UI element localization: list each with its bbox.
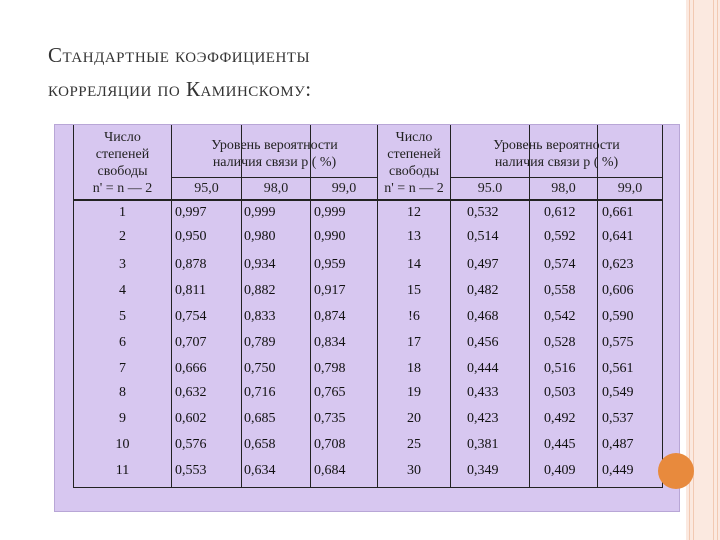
- coefficient-cell-right: 0,349: [467, 463, 499, 478]
- coefficient-cell-right: 0,487: [602, 437, 634, 452]
- coefficient-cell-right: 0,561: [602, 361, 634, 376]
- probability-header-right: [451, 137, 662, 171]
- df-header-right: [378, 129, 450, 197]
- df-value-left: 10: [115, 437, 130, 452]
- df-value-right: 20: [407, 411, 421, 426]
- coefficient-cell-right: 0,542: [544, 309, 576, 324]
- df-value-right: 14: [407, 257, 421, 272]
- df-value-left: 1: [119, 205, 126, 220]
- slide-frame-line: [693, 0, 694, 540]
- coefficient-cell-left: 0,798: [314, 361, 346, 376]
- coefficient-cell-left: 0,684: [314, 463, 346, 478]
- df-value-left: 6: [119, 335, 126, 350]
- coefficient-cell-left: 0,811: [175, 283, 206, 298]
- coefficient-cell-left: 0,632: [175, 385, 207, 400]
- coefficient-cell-left: 0,666: [175, 361, 207, 376]
- coefficient-cell-left: 0,874: [314, 309, 346, 324]
- coefficient-cell-right: 0,575: [602, 335, 634, 350]
- column-divider: [597, 125, 598, 487]
- df-value-right: 12: [407, 205, 421, 220]
- coefficient-cell-right: 0,468: [467, 309, 499, 324]
- column-divider: [450, 125, 451, 487]
- df-value-right: 13: [407, 229, 421, 244]
- probability-header-line: Уровень вероятности: [493, 138, 620, 153]
- coefficient-cell-left: 0,999: [244, 205, 276, 220]
- table-image-panel: [54, 124, 680, 512]
- level-99-left: 99,0: [331, 181, 357, 196]
- slide-title-line-1: Стандартные коэффициенты: [48, 43, 311, 67]
- coefficient-cell-left: 0,707: [175, 335, 207, 350]
- coefficient-cell-left: 0,834: [314, 335, 346, 350]
- coefficient-cell-left: 0,934: [244, 257, 276, 272]
- coefficient-cell-left: 0,959: [314, 257, 346, 272]
- level-98-left: 98,0: [263, 181, 289, 196]
- coefficient-cell-right: 0,433: [467, 385, 499, 400]
- coefficient-cell-left: 0,708: [314, 437, 346, 452]
- coefficient-cell-left: 0,602: [175, 411, 207, 426]
- coefficient-cell-left: 0,685: [244, 411, 276, 426]
- coefficient-cell-right: 0,503: [544, 385, 576, 400]
- coefficient-cell-right: 0,444: [467, 361, 499, 376]
- header-divider: [451, 177, 662, 178]
- coefficient-cell-right: 0,409: [544, 463, 576, 478]
- level-95-left: 95,0: [194, 181, 219, 196]
- df-value-left: 11: [115, 463, 130, 478]
- coefficient-cell-right: 0,549: [602, 385, 634, 400]
- coefficient-cell-right: 0,516: [544, 361, 576, 376]
- coefficient-cell-right: 0,532: [467, 205, 499, 220]
- level-95-right: 95.0: [477, 181, 503, 196]
- coefficient-cell-right: 0,641: [602, 229, 634, 244]
- coefficient-cell-right: 0,423: [467, 411, 499, 426]
- df-value-left: 7: [119, 361, 126, 376]
- coefficient-cell-left: 0,716: [244, 385, 276, 400]
- df-value-left: 4: [119, 283, 126, 298]
- df-value-left: 8: [119, 385, 126, 400]
- coefficient-cell-right: 0,592: [544, 229, 576, 244]
- coefficient-cell-right: 0,497: [467, 257, 499, 272]
- coefficient-cell-left: 0,658: [244, 437, 276, 452]
- column-divider: [171, 125, 172, 487]
- coefficient-cell-right: 0,574: [544, 257, 576, 272]
- df-header-line: свободы: [389, 164, 439, 179]
- coefficient-cell-right: 0,590: [602, 309, 634, 324]
- df-value-right: 30: [407, 463, 421, 478]
- coefficient-cell-right: 0,482: [467, 283, 499, 298]
- df-value-right: 17: [407, 335, 421, 350]
- coefficient-cell-left: 0,882: [244, 283, 276, 298]
- header-divider: [172, 177, 377, 178]
- df-header-line: Число: [104, 130, 141, 145]
- df-value-right: 19: [407, 385, 421, 400]
- coefficient-cell-right: 0,606: [602, 283, 634, 298]
- df-value-right: 15: [407, 283, 421, 298]
- probability-header-line: наличия связи p ( %): [494, 155, 619, 170]
- coefficient-cell-right: 0,661: [602, 205, 634, 220]
- coefficient-cell-right: 0,381: [467, 437, 499, 452]
- column-divider: [529, 125, 530, 487]
- coefficient-cell-left: 0,789: [244, 335, 276, 350]
- level-99-right: 99,0: [617, 181, 643, 196]
- slide-title-line-2: корреляции по Каминскому:: [48, 77, 312, 101]
- decorative-circle: [658, 453, 694, 489]
- probability-header-line: наличия связи p ( %): [212, 155, 337, 170]
- coefficient-cell-left: 0,950: [175, 229, 207, 244]
- df-value-right: !6: [408, 309, 420, 324]
- coefficient-cell-right: 0,514: [467, 229, 499, 244]
- df-header-line: степеней: [387, 147, 441, 162]
- df-value-left: 3: [119, 257, 126, 272]
- df-header-line: Число: [395, 130, 433, 145]
- coefficient-cell-right: 0,492: [544, 411, 576, 426]
- coefficient-cell-right: 0,528: [544, 335, 576, 350]
- df-header-left: [74, 129, 171, 197]
- coefficient-cell-left: 0,735: [314, 411, 346, 426]
- coefficient-cell-right: 0,623: [602, 257, 634, 272]
- df-value-right: 18: [407, 361, 421, 376]
- coefficient-cell-left: 0,833: [244, 309, 276, 324]
- level-98-right: 98,0: [551, 181, 576, 196]
- df-value-left: 5: [119, 309, 126, 324]
- column-divider: [241, 125, 242, 487]
- coefficient-cell-left: 0,917: [314, 283, 346, 298]
- header-bottom-rule: [74, 199, 662, 201]
- df-value-right: 25: [407, 437, 421, 452]
- df-header-line: степеней: [95, 147, 150, 162]
- probability-header-left: [172, 137, 377, 171]
- df-header-line: n' = n — 2: [92, 181, 153, 196]
- probability-header-line: Уровень вероятности: [211, 138, 338, 153]
- df-value-left: 9: [119, 411, 126, 426]
- coefficient-cell-left: 0,576: [175, 437, 207, 452]
- coefficient-cell-right: 0,449: [602, 463, 634, 478]
- slide-frame-band: [686, 0, 720, 540]
- df-header-line: свободы: [97, 164, 148, 179]
- coefficient-cell-left: 0,765: [314, 385, 346, 400]
- slide-title: [48, 38, 648, 106]
- coefficient-cell-left: 0,754: [175, 309, 207, 324]
- coefficient-cell-left: 0,750: [244, 361, 276, 376]
- coefficient-cell-right: 0,456: [467, 335, 499, 350]
- correlation-table: [73, 125, 663, 488]
- coefficient-cell-right: 0,537: [602, 411, 634, 426]
- coefficient-cell-left: 0,997: [175, 205, 207, 220]
- coefficient-cell-left: 0,634: [244, 463, 276, 478]
- coefficient-cell-right: 0,558: [544, 283, 576, 298]
- coefficient-cell-left: 0,878: [175, 257, 207, 272]
- coefficient-cell-left: 0,990: [314, 229, 346, 244]
- coefficient-cell-left: 0,999: [314, 205, 346, 220]
- df-header-line: n' = n — 2: [384, 181, 444, 196]
- df-value-left: 2: [119, 229, 126, 244]
- coefficient-cell-left: 0,553: [175, 463, 207, 478]
- coefficient-cell-right: 0,445: [544, 437, 576, 452]
- slide-frame-line: [713, 0, 714, 540]
- column-divider: [310, 125, 311, 487]
- coefficient-cell-right: 0,612: [544, 205, 576, 220]
- coefficient-cell-left: 0,980: [244, 229, 276, 244]
- slide-frame-line: [717, 0, 718, 540]
